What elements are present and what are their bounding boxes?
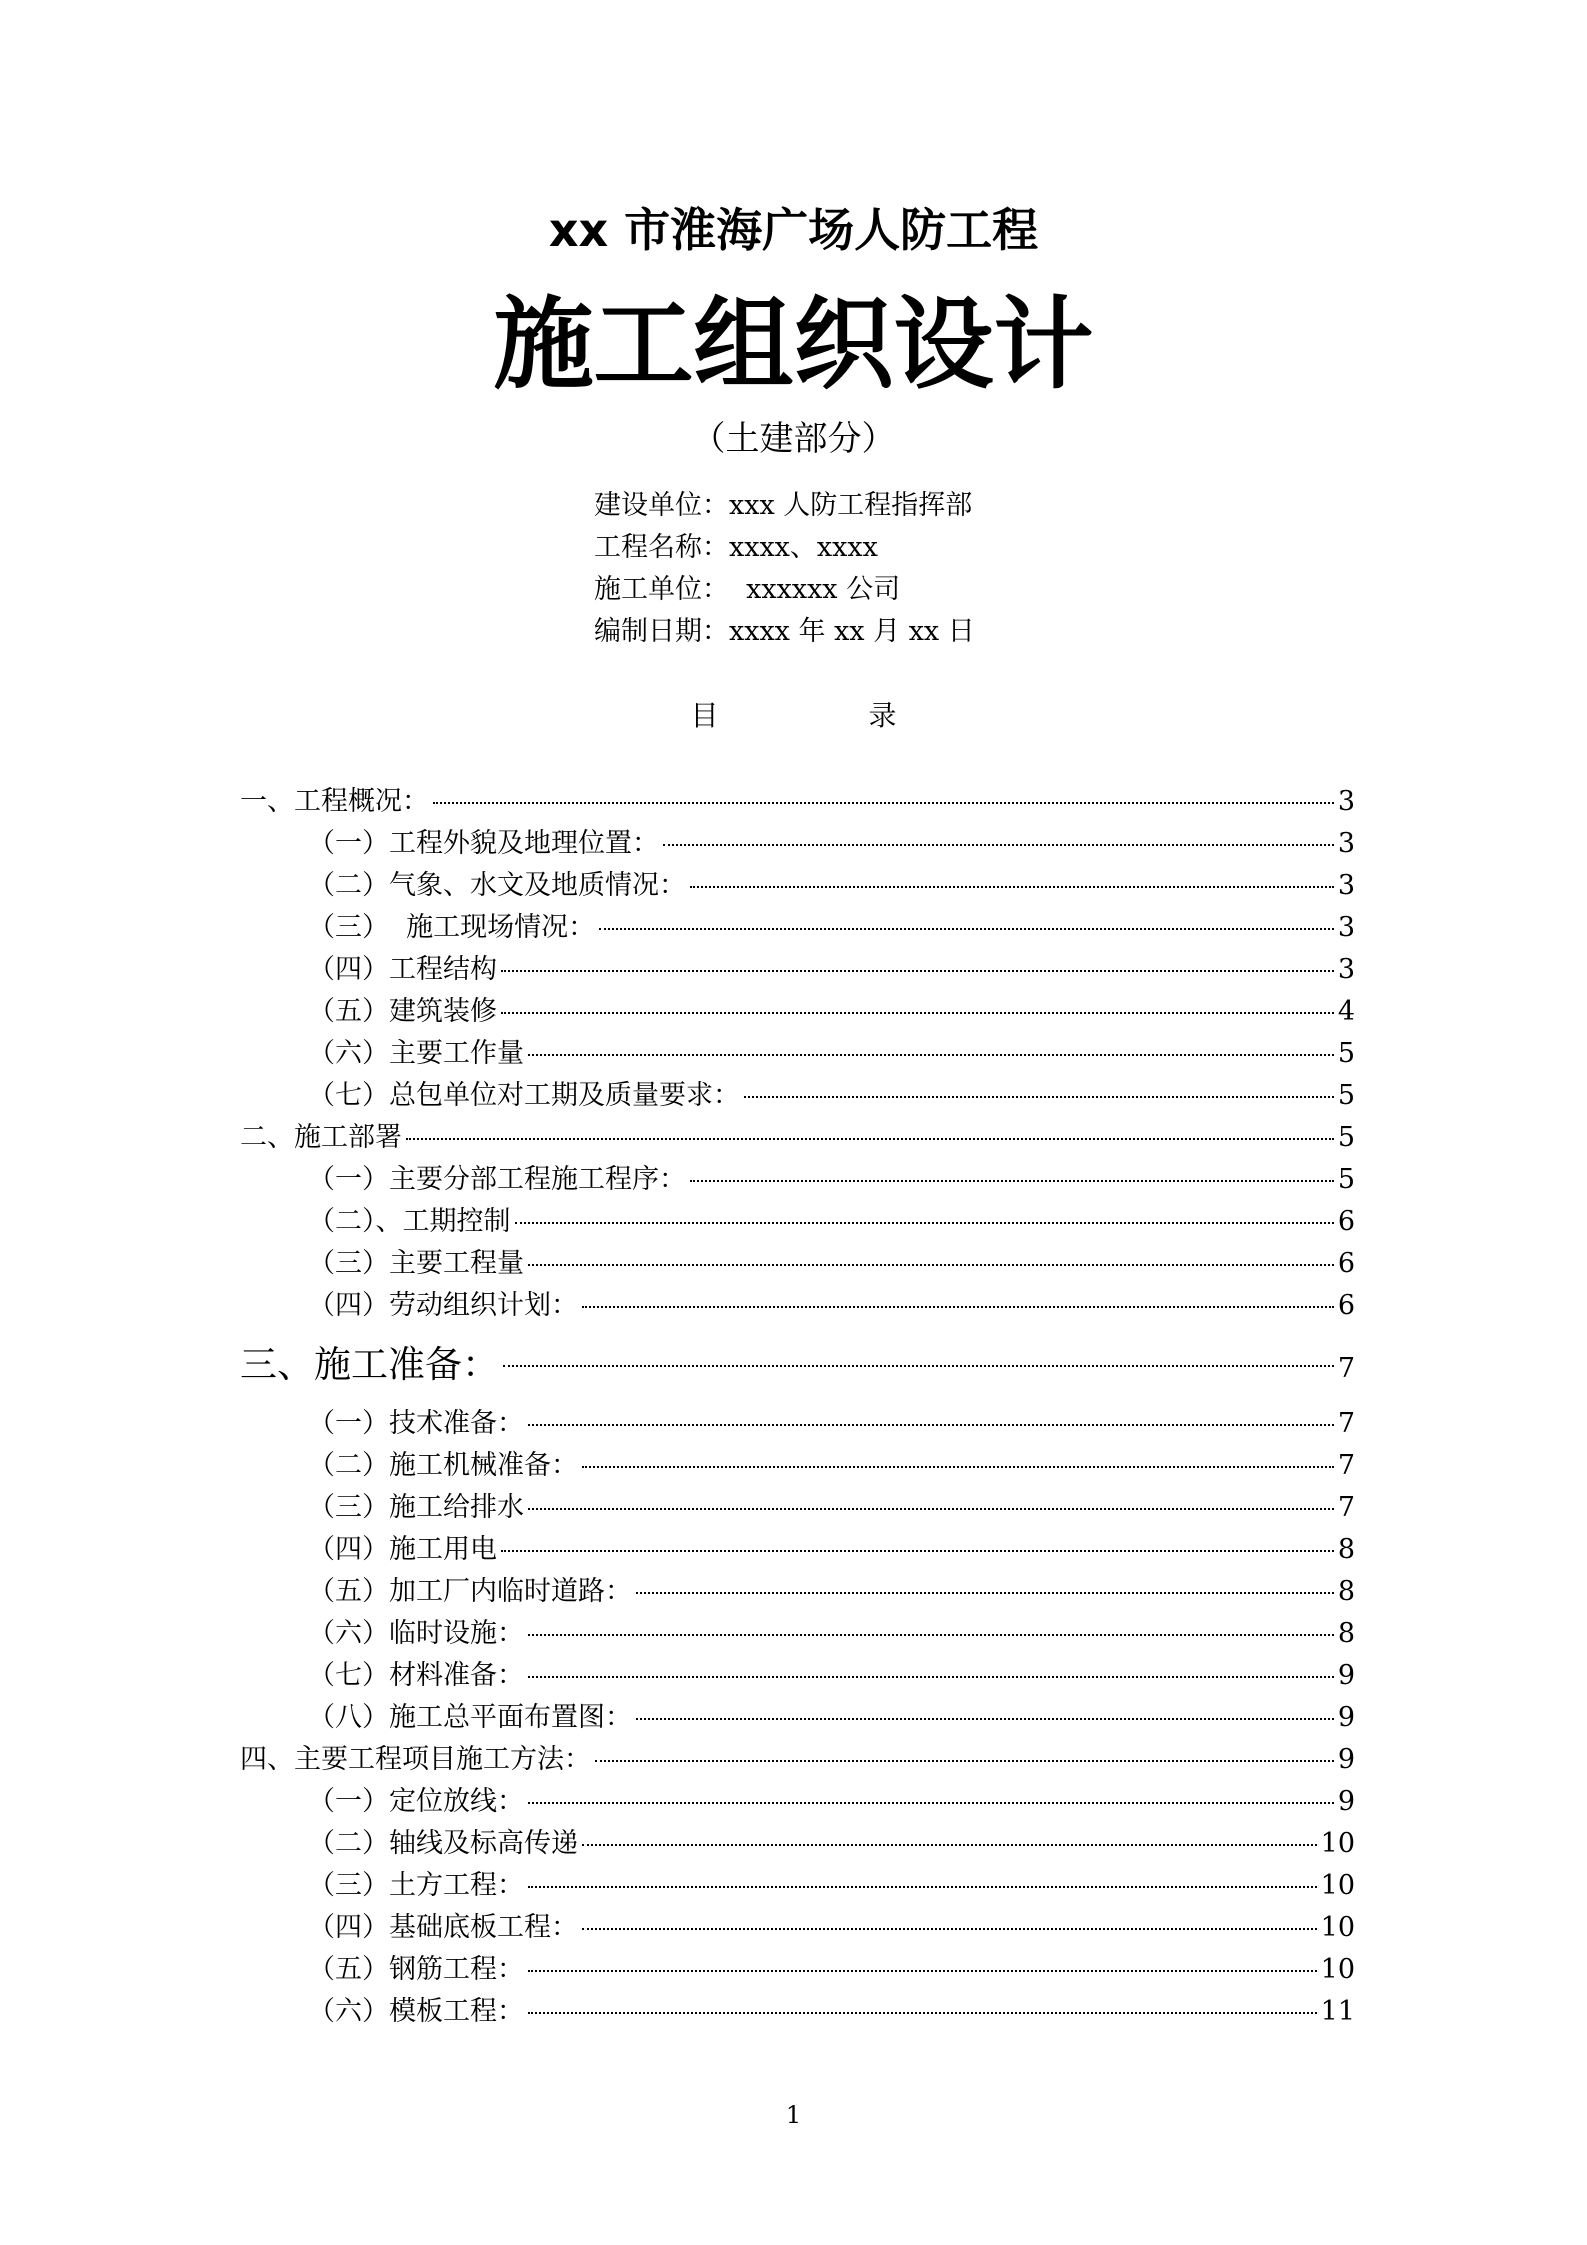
toc-entry[interactable] bbox=[240, 865, 1355, 907]
toc-entry-label: （一）定位放线： bbox=[308, 1786, 524, 1817]
toc-entry-label: （五）钢筋工程： bbox=[308, 1954, 524, 1985]
toc-leader-dots bbox=[663, 844, 1334, 846]
toc-entry-label: （四）劳动组织计划： bbox=[308, 1290, 578, 1321]
toc-leader-dots bbox=[582, 1928, 1317, 1930]
toc-entry-label: （三）主要工程量 bbox=[308, 1248, 524, 1279]
toc-entry-label: （一）工程外貌及地理位置： bbox=[308, 828, 659, 859]
toc-entry[interactable] bbox=[240, 1949, 1355, 1991]
toc-entry[interactable] bbox=[240, 1327, 1355, 1403]
toc-leader-dots bbox=[582, 1844, 1317, 1846]
toc-leader-dots bbox=[501, 1550, 1334, 1552]
table-of-contents bbox=[240, 781, 1355, 2033]
toc-entry-page: 5 bbox=[1337, 1038, 1355, 1069]
toc-leader-dots bbox=[433, 802, 1334, 804]
toc-entry-label: （五）加工厂内临时道路： bbox=[308, 1576, 632, 1607]
toc-entry[interactable] bbox=[240, 1403, 1355, 1445]
toc-leader-dots bbox=[528, 1676, 1334, 1678]
toc-entry[interactable] bbox=[240, 991, 1355, 1033]
toc-entry-page: 10 bbox=[1320, 1828, 1355, 1859]
toc-entry-label: （八）施工总平面布置图： bbox=[308, 1702, 632, 1733]
toc-entry-page: 4 bbox=[1337, 996, 1355, 1027]
toc-entry[interactable] bbox=[240, 907, 1355, 949]
toc-leader-dots bbox=[528, 1802, 1334, 1804]
meta-row-contractor bbox=[594, 569, 975, 611]
toc-entry[interactable] bbox=[240, 1781, 1355, 1823]
toc-entry-page: 6 bbox=[1337, 1290, 1355, 1321]
toc-entry-label: （七）材料准备： bbox=[308, 1660, 524, 1691]
toc-entry-page: 8 bbox=[1337, 1534, 1355, 1565]
toc-entry-page: 5 bbox=[1337, 1122, 1355, 1153]
toc-entry-label: （七）总包单位对工期及质量要求： bbox=[308, 1080, 740, 1111]
meta-value: xxxxxx 公司 bbox=[729, 574, 901, 605]
toc-entry-label: 四、主要工程项目施工方法： bbox=[240, 1744, 591, 1775]
toc-leader-dots bbox=[501, 1012, 1334, 1014]
toc-entry-label: （二）气象、水文及地质情况： bbox=[308, 870, 686, 901]
toc-entry-page: 7 bbox=[1337, 1353, 1355, 1384]
toc-entry-page: 3 bbox=[1337, 954, 1355, 985]
toc-leader-dots bbox=[582, 1466, 1334, 1468]
toc-leader-dots bbox=[528, 1508, 1334, 1510]
toc-leader-dots bbox=[528, 1634, 1334, 1636]
project-name: xx 市淮海广场人防工程 bbox=[548, 203, 1039, 257]
toc-entry-label: （二）轴线及标高传递 bbox=[308, 1828, 578, 1859]
toc-entry-page: 3 bbox=[1337, 786, 1355, 817]
toc-leader-dots bbox=[406, 1138, 1334, 1140]
page-number: 1 bbox=[785, 2101, 802, 2129]
toc-entry-page: 5 bbox=[1337, 1164, 1355, 1195]
toc-entry-label: 一、工程概况： bbox=[240, 786, 429, 817]
toc-leader-dots bbox=[528, 1264, 1334, 1266]
toc-leader-dots bbox=[515, 1222, 1334, 1224]
toc-leader-dots bbox=[528, 1054, 1334, 1056]
toc-entry-label: （三）施工给排水 bbox=[308, 1492, 524, 1523]
toc-leader-dots bbox=[582, 1306, 1334, 1308]
toc-leader-dots bbox=[744, 1096, 1334, 1098]
toc-entry-label: （三）土方工程： bbox=[308, 1870, 524, 1901]
toc-entry[interactable] bbox=[240, 1159, 1355, 1201]
toc-entry[interactable] bbox=[240, 1907, 1355, 1949]
toc-entry-page: 6 bbox=[1337, 1248, 1355, 1279]
toc-entry[interactable] bbox=[240, 1445, 1355, 1487]
meta-label: 工程名称： bbox=[594, 532, 729, 563]
toc-entry-page: 10 bbox=[1320, 1954, 1355, 1985]
toc-entry[interactable] bbox=[240, 1117, 1355, 1159]
toc-leader-dots bbox=[690, 886, 1334, 888]
meta-label: 建设单位： bbox=[594, 490, 729, 521]
toc-entry-page: 9 bbox=[1337, 1660, 1355, 1691]
meta-row-owner bbox=[594, 485, 975, 527]
meta-label: 施工单位： bbox=[594, 574, 729, 605]
toc-leader-dots bbox=[595, 1760, 1334, 1762]
toc-entry[interactable] bbox=[240, 1243, 1355, 1285]
toc-entry[interactable] bbox=[240, 1487, 1355, 1529]
toc-entry-label: （四）基础底板工程： bbox=[308, 1912, 578, 1943]
toc-entry-label: （六）主要工作量 bbox=[308, 1038, 524, 1069]
toc-entry[interactable] bbox=[240, 1697, 1355, 1739]
toc-entry-label: （二）、工期控制 bbox=[308, 1206, 511, 1237]
toc-leader-dots bbox=[528, 2012, 1317, 2014]
toc-entry-page: 10 bbox=[1320, 1912, 1355, 1943]
toc-leader-dots bbox=[501, 970, 1334, 972]
toc-entry[interactable] bbox=[240, 1655, 1355, 1697]
toc-entry-label: （六）临时设施： bbox=[308, 1618, 524, 1649]
toc-entry[interactable] bbox=[240, 1285, 1355, 1327]
toc-entry[interactable] bbox=[240, 1201, 1355, 1243]
toc-entry[interactable] bbox=[240, 1033, 1355, 1075]
toc-entry-page: 8 bbox=[1337, 1576, 1355, 1607]
toc-entry-page: 7 bbox=[1337, 1450, 1355, 1481]
toc-entry-page: 9 bbox=[1337, 1702, 1355, 1733]
toc-leader-dots bbox=[599, 928, 1334, 930]
toc-entry[interactable] bbox=[240, 1739, 1355, 1781]
toc-entry[interactable] bbox=[240, 1823, 1355, 1865]
cover-meta bbox=[594, 485, 975, 653]
toc-entry[interactable] bbox=[240, 1865, 1355, 1907]
toc-entry-page: 8 bbox=[1337, 1618, 1355, 1649]
toc-entry-page: 7 bbox=[1337, 1492, 1355, 1523]
toc-entry[interactable] bbox=[240, 1529, 1355, 1571]
toc-entry-label: （四）工程结构 bbox=[308, 954, 497, 985]
document-subtitle: （土建部分） bbox=[691, 419, 896, 459]
toc-entry[interactable] bbox=[240, 781, 1355, 823]
toc-entry-page: 5 bbox=[1337, 1080, 1355, 1111]
toc-entry[interactable] bbox=[240, 949, 1355, 991]
toc-entry[interactable] bbox=[240, 1613, 1355, 1655]
toc-leader-dots bbox=[528, 1424, 1334, 1426]
meta-row-project bbox=[594, 527, 975, 569]
toc-entry[interactable] bbox=[240, 1571, 1355, 1613]
toc-entry-page: 3 bbox=[1337, 828, 1355, 859]
toc-entry-page: 7 bbox=[1337, 1408, 1355, 1439]
toc-entry-label: （三） 施工现场情况： bbox=[308, 912, 596, 943]
toc-entry-page: 11 bbox=[1320, 1996, 1355, 2027]
meta-value: xxxx、xxxx bbox=[729, 532, 878, 563]
meta-row-date bbox=[594, 611, 975, 653]
toc-leader-dots bbox=[528, 1886, 1317, 1888]
toc-leader-dots bbox=[690, 1180, 1334, 1182]
toc-entry-page: 3 bbox=[1337, 912, 1355, 943]
toc-entry-label: 三、施工准备： bbox=[240, 1343, 499, 1386]
toc-entry-page: 9 bbox=[1337, 1744, 1355, 1775]
toc-entry-label: （四）施工用电 bbox=[308, 1534, 497, 1565]
toc-entry[interactable] bbox=[240, 823, 1355, 865]
toc-entry-label: （六）模板工程： bbox=[308, 1996, 524, 2027]
toc-entry-label: 二、施工部署 bbox=[240, 1122, 402, 1153]
toc-entry-page: 3 bbox=[1337, 870, 1355, 901]
toc-entry-page: 9 bbox=[1337, 1786, 1355, 1817]
toc-entry-label: （五）建筑装修 bbox=[308, 996, 497, 1027]
toc-leader-dots bbox=[503, 1365, 1334, 1367]
meta-label: 编制日期： bbox=[594, 616, 729, 647]
toc-leader-dots bbox=[528, 1970, 1317, 1972]
toc-heading: 目录 bbox=[690, 699, 1047, 732]
toc-entry-label: （二）施工机械准备： bbox=[308, 1450, 578, 1481]
toc-entry-label: （一）技术准备： bbox=[308, 1408, 524, 1439]
meta-value: xxxx 年 xx 月 xx 日 bbox=[729, 616, 975, 647]
toc-entry-label: （一）主要分部工程施工程序： bbox=[308, 1164, 686, 1195]
toc-leader-dots bbox=[636, 1592, 1334, 1594]
toc-entry[interactable] bbox=[240, 1075, 1355, 1117]
toc-entry[interactable] bbox=[240, 1991, 1355, 2033]
meta-value: xxx 人防工程指挥部 bbox=[729, 490, 973, 521]
toc-entry-page: 10 bbox=[1320, 1870, 1355, 1901]
toc-entry-page: 6 bbox=[1337, 1206, 1355, 1237]
toc-leader-dots bbox=[636, 1718, 1334, 1720]
document-title: 施工组织设计 bbox=[493, 286, 1094, 403]
